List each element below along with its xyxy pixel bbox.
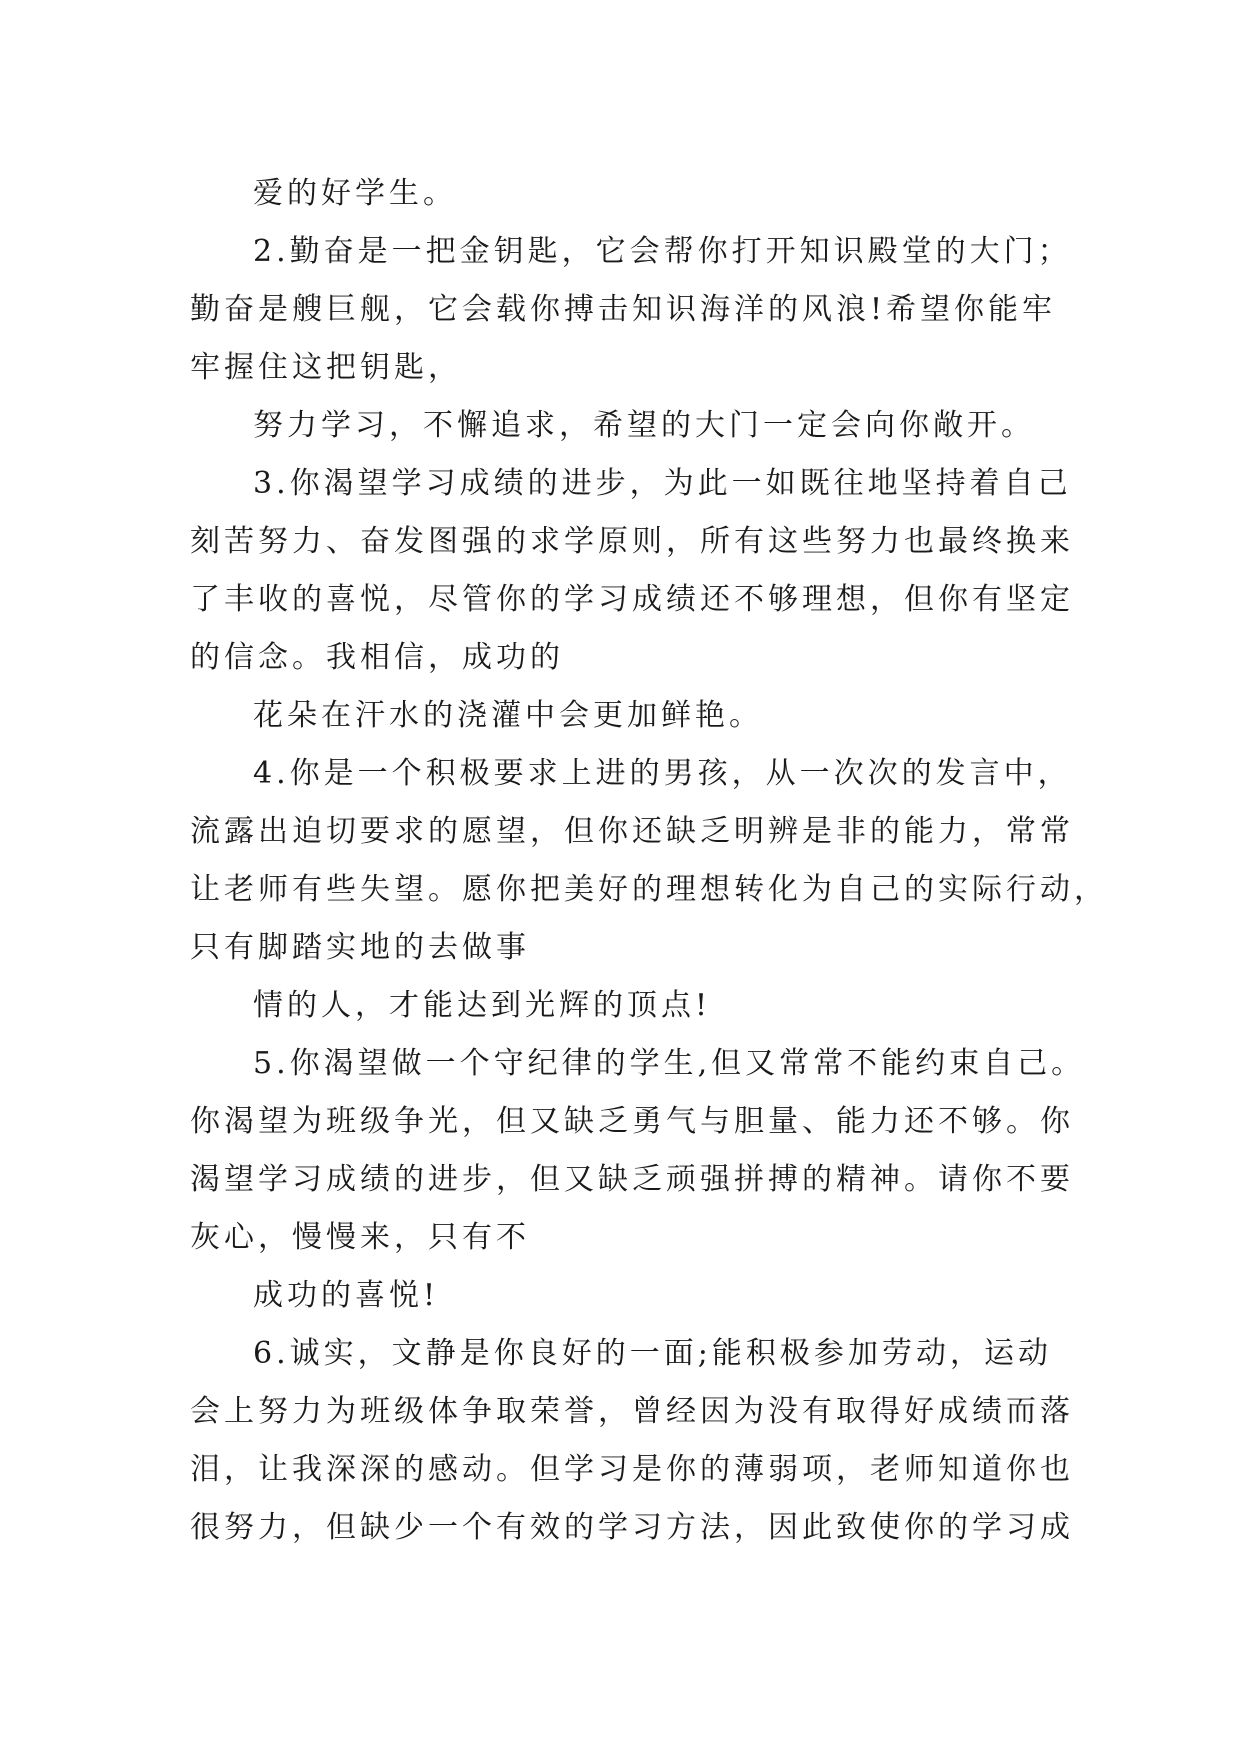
- text-line: 流露出迫切要求的愿望，但你还缺乏明辨是非的能力，常常: [190, 814, 1074, 849]
- text-line: 5.你渴望做一个守纪律的学生,但又常常不能约束自己。: [253, 1046, 1086, 1081]
- text-line: 3.你渴望学习成绩的进步，为此一如既往地坚持着自己: [253, 466, 1072, 501]
- text-line: 成功的喜悦!: [253, 1278, 440, 1313]
- text-line: 了丰收的喜悦，尽管你的学习成绩还不够理想，但你有坚定: [190, 582, 1074, 617]
- text-line: 的信念。我相信，成功的: [190, 640, 564, 675]
- text-line: 情的人，才能达到光辉的顶点!: [253, 988, 712, 1023]
- text-line: 牢握住这把钥匙，: [190, 350, 462, 385]
- text-line: 很努力，但缺少一个有效的学习方法，因此致使你的学习成: [190, 1510, 1074, 1545]
- text-line: 灰心，慢慢来，只有不: [190, 1220, 530, 1255]
- text-line: 2.勤奋是一把金钥匙，它会帮你打开知识殿堂的大门；: [253, 234, 1072, 269]
- text-line: 泪，让我深深的感动。但学习是你的薄弱项，老师知道你也: [190, 1452, 1074, 1487]
- text-line: 只有脚踏实地的去做事: [190, 930, 530, 965]
- text-line: 爱的好学生。: [253, 176, 457, 211]
- text-line: 你渴望为班级争光，但又缺乏勇气与胆量、能力还不够。你: [190, 1104, 1074, 1139]
- text-line: 6.诚实，文静是你良好的一面;能积极参加劳动，运动: [253, 1336, 1052, 1371]
- text-line: 花朵在汗水的浇灌中会更加鲜艳。: [253, 698, 763, 733]
- text-line: 让老师有些失望。愿你把美好的理想转化为自己的实际行动，: [190, 872, 1108, 907]
- text-line: 渴望学习成绩的进步，但又缺乏顽强拼搏的精神。请你不要: [190, 1162, 1074, 1197]
- text-line: 会上努力为班级体争取荣誉，曾经因为没有取得好成绩而落: [190, 1394, 1074, 1429]
- document-page: [190, 165, 1108, 1557]
- text-line: 4.你是一个积极要求上进的男孩，从一次次的发言中，: [253, 756, 1072, 791]
- text-line: 勤奋是艘巨舰，它会载你搏击知识海洋的风浪!希望你能牢: [190, 292, 1057, 327]
- text-line: 刻苦努力、奋发图强的求学原则，所有这些努力也最终换来: [190, 524, 1074, 559]
- text-line: 努力学习，不懈追求，希望的大门一定会向你敞开。: [253, 408, 1035, 443]
